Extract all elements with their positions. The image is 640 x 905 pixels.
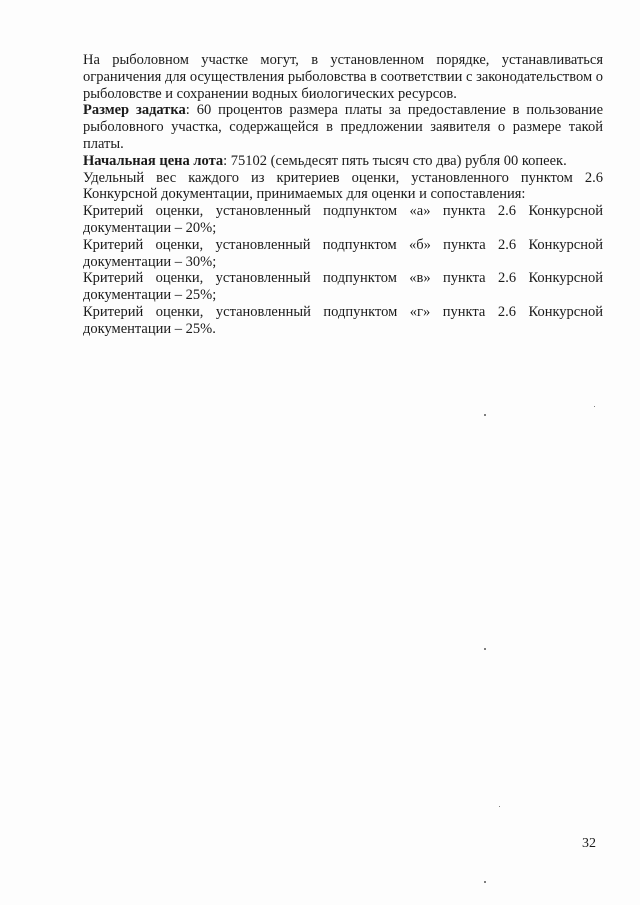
starting-price-text: : 75102 (семьдесят пять тысяч сто два) рубля 00 копеек. [223, 152, 567, 169]
scan-speck [499, 806, 500, 807]
scan-speck [594, 406, 595, 407]
deposit-size-text: : 60 процентов размера платы за предоставление в пользование рыболовного участка, содержащейся в предложении заявителя о размере такой платы. [83, 102, 604, 152]
paragraph-criterion-v [83, 270, 603, 304]
paragraph-fishing-restrictions [83, 52, 603, 102]
paragraph-criterion-a [83, 203, 603, 237]
paragraph-criteria-weight [83, 170, 603, 204]
starting-price-label: Начальная цена лота [83, 152, 224, 169]
paragraph-text: Критерий оценки, установленный подпунктом «б» пункта 2.6 Конкурсной документации – 30%; [83, 236, 603, 270]
scan-speck [484, 648, 486, 650]
paragraph-text: Удельный вес каждого из критериев оценки, установленного пунктом 2.6 Конкурсной документации, принимаемых для оценки и сопоставления: [83, 169, 603, 203]
paragraph-deposit-size [83, 102, 603, 152]
paragraph-text: Критерий оценки, установленный подпунктом «а» пункта 2.6 Конкурсной документации – 20%; [83, 203, 603, 236]
page-number: 32 [582, 836, 596, 851]
document-body [83, 52, 603, 338]
paragraph-text: Критерий оценки, установленный подпунктом «в» пункта 2.6 Конкурсной документации – 25%; [83, 270, 603, 304]
paragraph-criterion-g [83, 304, 603, 338]
scan-speck [484, 881, 486, 883]
scan-speck [484, 414, 486, 416]
deposit-size-label: Размер задатка [83, 102, 186, 119]
paragraph-text: Критерий оценки, установленный подпунктом «г» пункта 2.6 Конкурсной документации – 25%. [83, 303, 603, 337]
paragraph-starting-price [83, 153, 603, 170]
paragraph-criterion-b [83, 237, 603, 271]
paragraph-text: На рыболовном участке могут, в установленном порядке, устанавливаться ограничения для осуществления рыболовства в соответствии с законодательством о рыболовстве и сохранении водных биологических ресурсов. [83, 52, 604, 102]
